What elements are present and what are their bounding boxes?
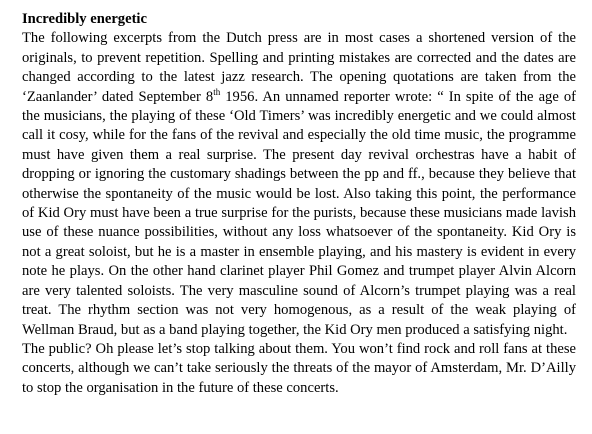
- date-ordinal-superscript: th: [213, 86, 221, 97]
- article-paragraph-2: The public? Oh please let’s stop talking about them. You won’t find rock and roll fans at these concerts, although we can’t take seriously the threats of the mayor of Amsterdam, Mr. D’Ailly to stop the organisation in the future of these concerts.: [22, 340, 576, 396]
- article-heading: Incredibly energetic: [22, 11, 147, 27]
- document-page: [22, 10, 576, 398]
- paragraph-1-text-start: The following excerpts from the Dutch press are in most cases a shortened version of the originals, to prevent repetition. Spelling and printing mistakes are corrected and the dates are changed according to the latest jazz research. The opening quotations are taken from the ‘Zaanlander’ dated September 8: [22, 30, 576, 105]
- paragraph-1-text-end: 1956. An unnamed reporter wrote: “ In spite of the age of the musicians, the playing of these ‘Old Timers’ was incredibly energetic and we could almost call it cosy, while for the fans of the revival and especially the old time music, the programme must have given them a real surprise. The present day revival orchestras have a habit of dropping or ignoring the customary shadings between the pp and ff., because they believe that otherwise the spontaneity of the music would be lost. Also taking this point, the performance of Kid Ory must have been a true surprise for the purists, because these musicians made lavish use of these nuance possibilities, without any loss whatsoever of the spontaneity. Kid Ory is not a great soloist, but he is a master in ensemble playing, and his mastery is evident in every note he plays. On the other hand clarinet player Phil Gomez and trumpet player Alvin Alcorn are very talented soloists. The very masculine sound of Alcorn’s trumpet playing was a real treat. The rhythm section was not very homogenous, as a result of the weak playing of Wellman Braud, but as a band playing together, the Kid Ory men produced a satisfying night.: [22, 88, 577, 338]
- article-paragraph-1: [22, 29, 576, 340]
